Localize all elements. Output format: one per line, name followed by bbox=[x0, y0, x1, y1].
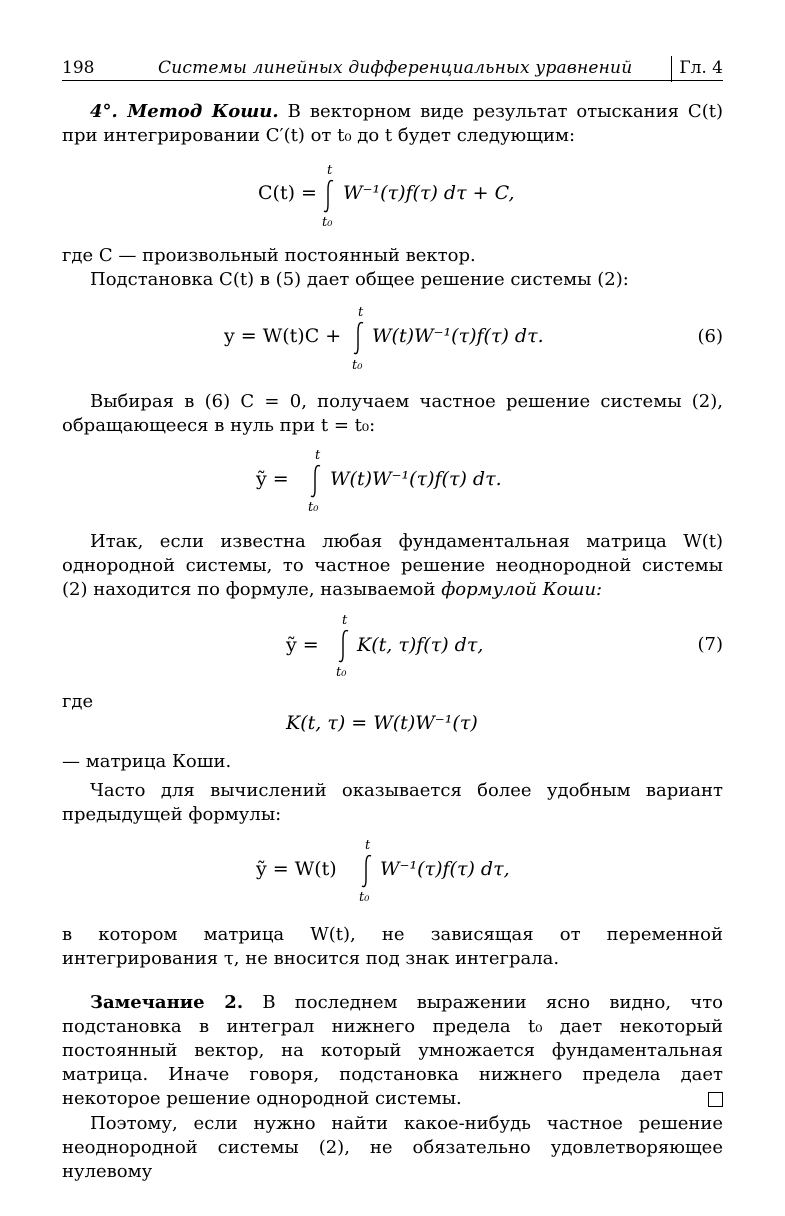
upper-limit: t bbox=[365, 838, 371, 853]
paragraph-where: где bbox=[62, 691, 94, 712]
running-title: Системы линейных дифференциальных уравнений bbox=[158, 58, 633, 78]
lower-limit: t₀ bbox=[336, 665, 347, 680]
chapter-label: Гл. 4 bbox=[679, 58, 723, 78]
integral-sign bbox=[320, 178, 338, 214]
equation-7-lhs: ỹ = bbox=[286, 634, 319, 656]
paragraph-c-vector: где C — произвольный постоянный вектор. bbox=[62, 245, 476, 266]
upper-limit: t bbox=[327, 163, 333, 178]
integral-sign bbox=[335, 628, 353, 664]
integral-sign bbox=[358, 853, 376, 889]
cauchy-formula-term: формулой Коши: bbox=[441, 579, 603, 600]
page-number: 198 bbox=[62, 58, 95, 78]
paragraph-substitution: Подстановка C(t) в (5) дает общее решение системы (2): bbox=[90, 269, 629, 290]
qed-square-icon bbox=[708, 1092, 723, 1107]
paragraph-cauchy-text: Итак, если известна любая фундаментальная матрица W(t) однородной системы, то частное решение неоднородной системы (2) находится по формуле, называемой bbox=[62, 531, 723, 600]
lower-limit: t₀ bbox=[322, 215, 333, 230]
paragraph-therefore: Поэтому, если нужно найти какое-нибудь частное решение неоднородной системы (2), не обязательно удовлетворяющее нулевому bbox=[62, 1113, 723, 1182]
equation-number-6: (6) bbox=[697, 326, 723, 347]
equation-alternative-rhs: W⁻¹(τ)f(τ) dτ, bbox=[380, 858, 510, 880]
lower-limit: t₀ bbox=[308, 500, 319, 515]
equation-number-7: (7) bbox=[697, 634, 723, 655]
integral-sign bbox=[350, 320, 368, 356]
section-intro bbox=[62, 100, 723, 148]
equation-7-rhs: K(t, τ)f(τ) dτ, bbox=[357, 634, 484, 656]
lower-limit: t₀ bbox=[359, 890, 370, 905]
equation-6-lhs: y = W(t)C + bbox=[224, 325, 342, 347]
equation-6-rhs: W(t)W⁻¹(τ)f(τ) dτ. bbox=[372, 325, 544, 347]
paragraph-cauchy-formula bbox=[62, 530, 723, 602]
upper-limit: t bbox=[358, 305, 364, 320]
upper-limit: t bbox=[342, 613, 348, 628]
equation-particular-lhs: ỹ = bbox=[256, 468, 289, 490]
remark-text: В последнем выражении ясно видно, что подстановка в интеграл нижнего предела t₀ дает некоторый постоянный вектор, на который умножается фундаментальная матрица. Иначе говоря, подстановка нижнего предела дает некоторое решение однородной системы. bbox=[62, 992, 723, 1109]
equation-c-lhs: C(t) = bbox=[258, 182, 317, 204]
paragraph-matrix-outside: в котором матрица W(t), не зависящая от переменной интегрирования τ, не вносится под знак интеграла. bbox=[62, 924, 723, 969]
upper-limit: t bbox=[315, 448, 321, 463]
integral-sign bbox=[307, 463, 325, 499]
remark-label: Замечание 2. bbox=[90, 992, 244, 1013]
equation-alternative-lhs: ỹ = W(t) bbox=[256, 858, 337, 880]
lower-limit: t₀ bbox=[352, 358, 363, 373]
section-intro-text: В векторном виде результат отыскания C(t) при интегрировании C′(t) от t₀ до t будет следующим: bbox=[62, 101, 723, 146]
running-head bbox=[62, 58, 723, 81]
paragraph-alternative: Часто для вычислений оказывается более удобным вариант предыдущей формулы: bbox=[62, 780, 723, 825]
equation-cauchy-matrix: K(t, τ) = W(t)W⁻¹(τ) bbox=[286, 712, 478, 734]
paragraph-choose-c: Выбирая в (6) C = 0, получаем частное решение системы (2), обращающееся в нуль при t = t₀: bbox=[62, 391, 723, 436]
section-heading: 4°. Метод Коши. bbox=[90, 101, 279, 122]
paragraph-cauchy-matrix: — матрица Коши. bbox=[62, 751, 232, 772]
equation-c-rhs: W⁻¹(τ)f(τ) dτ + C, bbox=[343, 182, 515, 204]
remark-2 bbox=[62, 991, 723, 1111]
equation-particular-rhs: W(t)W⁻¹(τ)f(τ) dτ. bbox=[330, 468, 502, 490]
